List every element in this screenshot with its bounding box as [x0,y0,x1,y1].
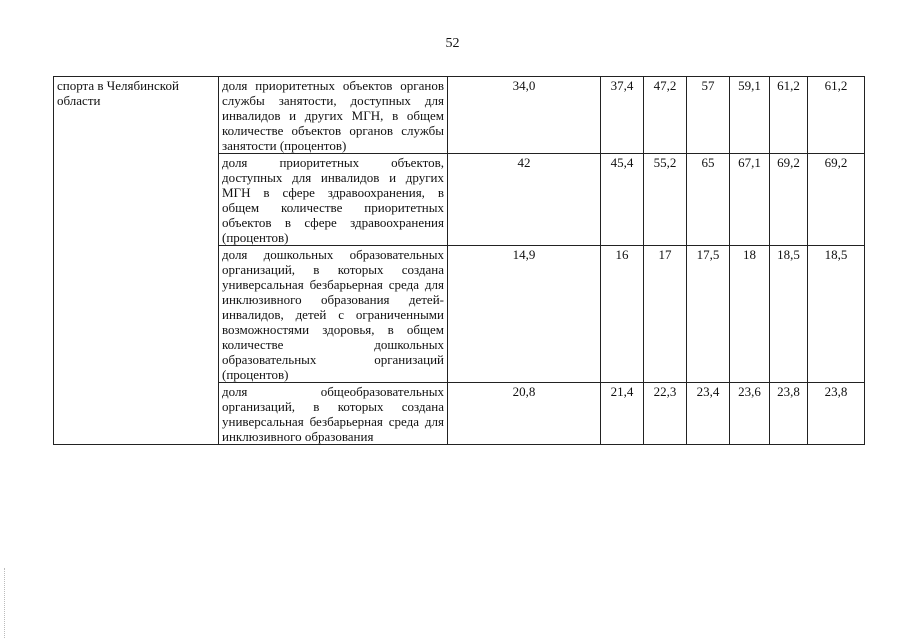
value-cell: 14,9 [448,246,601,383]
table-row [54,77,865,154]
value-cell: 23,6 [730,383,770,445]
value-cell: 17 [644,246,687,383]
value-cell: 18,5 [770,246,808,383]
value-cell: 18 [730,246,770,383]
value-cell: 23,8 [808,383,865,445]
value-cell: 45,4 [601,154,644,246]
indicator-description: доля приоритетных объектов органов службы занятости, доступных для инвалидов и других МГН, в общем количестве объектов органов службы занятости (процентов) [219,77,448,154]
value-cell: 16 [601,246,644,383]
value-cell: 34,0 [448,77,601,154]
value-cell: 69,2 [770,154,808,246]
value-cell: 61,2 [808,77,865,154]
indicator-description: доля приоритетных объектов, доступных для инвалидов и других МГН в сфере здравоохранения, в общем количестве приоритетных объектов в сфере здравоохранения (процентов) [219,154,448,246]
value-cell: 59,1 [730,77,770,154]
value-cell: 23,8 [770,383,808,445]
indicators-table [53,76,865,445]
value-cell: 17,5 [687,246,730,383]
value-cell: 57 [687,77,730,154]
value-cell: 42 [448,154,601,246]
value-cell: 20,8 [448,383,601,445]
value-cell: 21,4 [601,383,644,445]
value-cell: 23,4 [687,383,730,445]
value-cell: 37,4 [601,77,644,154]
value-cell: 67,1 [730,154,770,246]
indicator-description: доля дошкольных образовательных организаций, в которых создана универсальная безбарьерная среда для инклюзивного образования детей-инвалидов, детей с ограниченными возможностями здоровья, в общем количестве дошкольных образовательных организаций (процентов) [219,246,448,383]
value-cell: 22,3 [644,383,687,445]
scan-edge-marks [4,568,7,638]
page-number: 52 [445,36,460,51]
value-cell: 69,2 [808,154,865,246]
value-cell: 47,2 [644,77,687,154]
value-cell: 61,2 [770,77,808,154]
value-cell: 55,2 [644,154,687,246]
program-label-cell: спорта в Челябинской области [54,77,219,445]
indicator-description: доля общеобразовательных организаций, в которых создана универсальная безбарьерная среда для инклюзивного образования [219,383,448,445]
value-cell: 65 [687,154,730,246]
value-cell: 18,5 [808,246,865,383]
